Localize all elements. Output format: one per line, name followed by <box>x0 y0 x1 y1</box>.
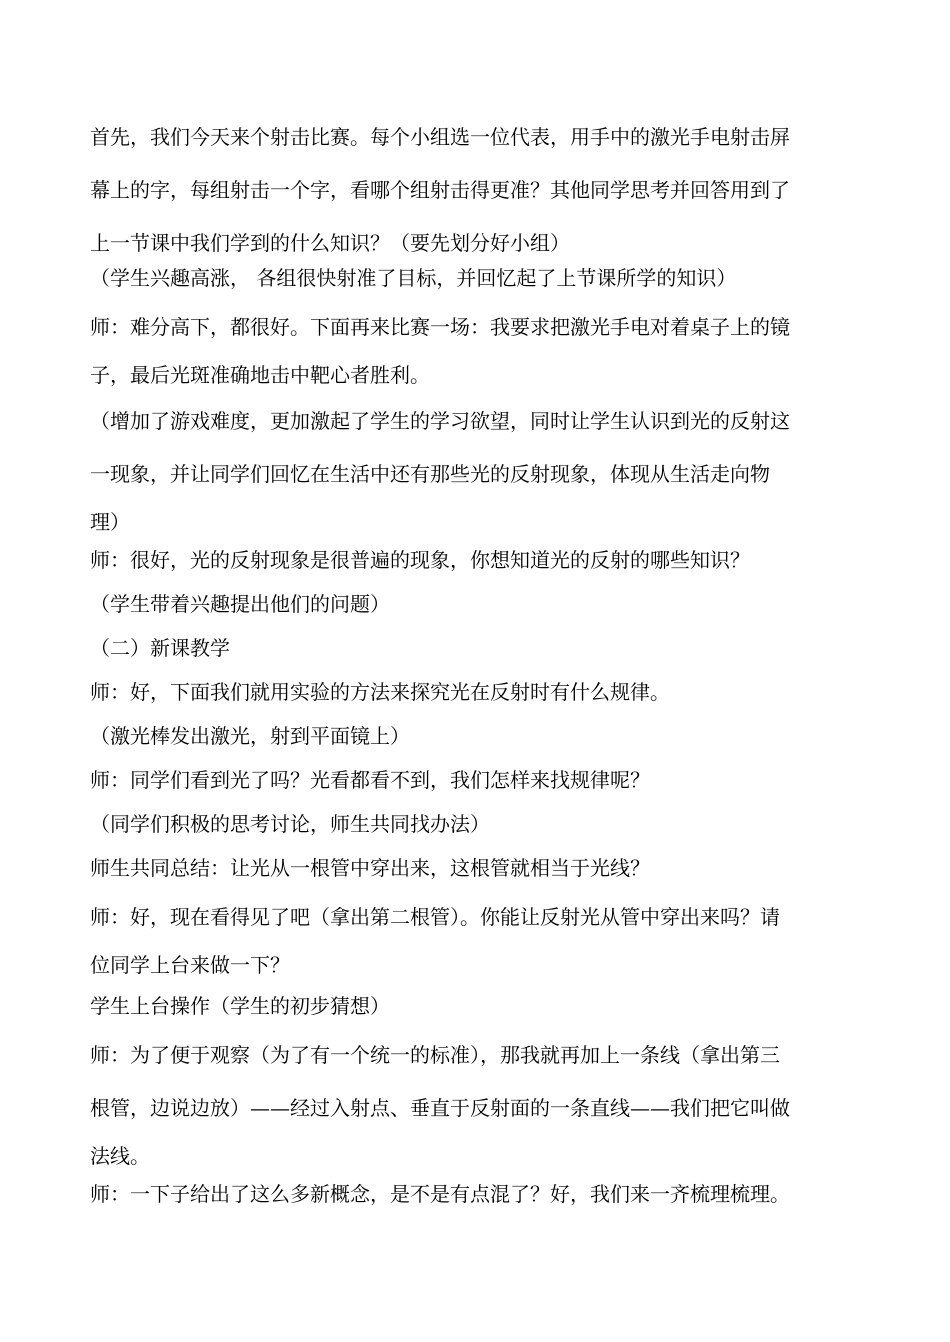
text-line: 子，最后光斑准确地击中靶心者胜利。 <box>90 363 430 387</box>
text-line: （学生兴趣高涨， 各组很快射准了目标，并回忆起了上节课所学的知识） <box>90 266 737 290</box>
paragraph <box>90 803 870 846</box>
text-line: 理） <box>90 510 130 534</box>
paragraph <box>90 759 870 802</box>
text-line: 幕上的字，每组射击一个字，看哪个组射击得更准？其他同学思考并回答用到了 <box>90 178 790 202</box>
text-line: 法线。 <box>90 1144 150 1168</box>
text-line: 首先，我们今天来个射击比赛。每个小组选一位代表，用手中的激光手电射击屏 <box>90 125 790 149</box>
text-line: 师：好，现在看得见了吧（拿出第二根管）。你能让反射光从管中穿出来吗？请 <box>90 905 780 929</box>
text-line: （学生带着兴趣提出他们的问题） <box>90 592 390 616</box>
paragraph <box>90 539 870 582</box>
paragraph <box>90 891 870 987</box>
text-line: （增加了游戏难度，更加激起了学生的学习欲望，同时让学生认识到光的反射这 <box>90 409 790 433</box>
paragraph <box>90 715 870 758</box>
text-line: 师：好，下面我们就用实验的方法来探究光在反射时有什么规律。 <box>90 680 670 704</box>
text-line: 根管，边说边放）——经过入射点、垂直于反射面的一条直线——我们把它叫做 <box>90 1096 790 1120</box>
text-line: 一现象，并让同学们回忆在生活中还有那些光的反射现象，体现从生活走向物 <box>90 462 770 486</box>
section-heading <box>90 627 870 670</box>
text-line: 师生共同总结：让光从一根管中穿出来，这根管就相当于光线？ <box>90 856 650 880</box>
text-line: 上一节课中我们学到的什么知识？（要先划分好小组） <box>90 231 570 255</box>
paragraph <box>90 1029 870 1178</box>
paragraph <box>90 985 870 1028</box>
text-line: 学生上台操作（学生的初步猜想） <box>90 994 390 1018</box>
text-line: 师：难分高下，都很好。下面再来比赛一场：我要求把激光手电对着桌子上的镜 <box>90 315 790 339</box>
text-line: 师：一下子给出了这么多新概念，是不是有点混了？好，我们来一齐梳理梳理。 <box>90 1182 790 1206</box>
paragraph <box>90 847 870 890</box>
paragraph <box>90 583 870 626</box>
paragraph <box>90 395 870 544</box>
paragraph <box>90 257 870 300</box>
text-line: （二）新课教学 <box>90 636 230 660</box>
text-line: （同学们积极的思考讨论，师生共同找办法） <box>90 812 490 836</box>
text-line: 师：同学们看到光了吗？光看都看不到，我们怎样来找规律呢？ <box>90 768 650 792</box>
paragraph <box>90 111 870 270</box>
text-line: 师：为了便于观察（为了有一个统一的标准），那我就再加上一条线（拿出第三 <box>90 1043 780 1067</box>
text-line: （激光棒发出激光，射到平面镜上） <box>90 724 410 748</box>
text-line: 师：很好，光的反射现象是很普遍的现象，你想知道光的反射的哪些知识？ <box>90 548 750 572</box>
text-line: 位同学上台来做一下？ <box>90 953 290 977</box>
paragraph <box>90 1173 870 1216</box>
paragraph <box>90 301 870 397</box>
paragraph <box>90 671 870 714</box>
